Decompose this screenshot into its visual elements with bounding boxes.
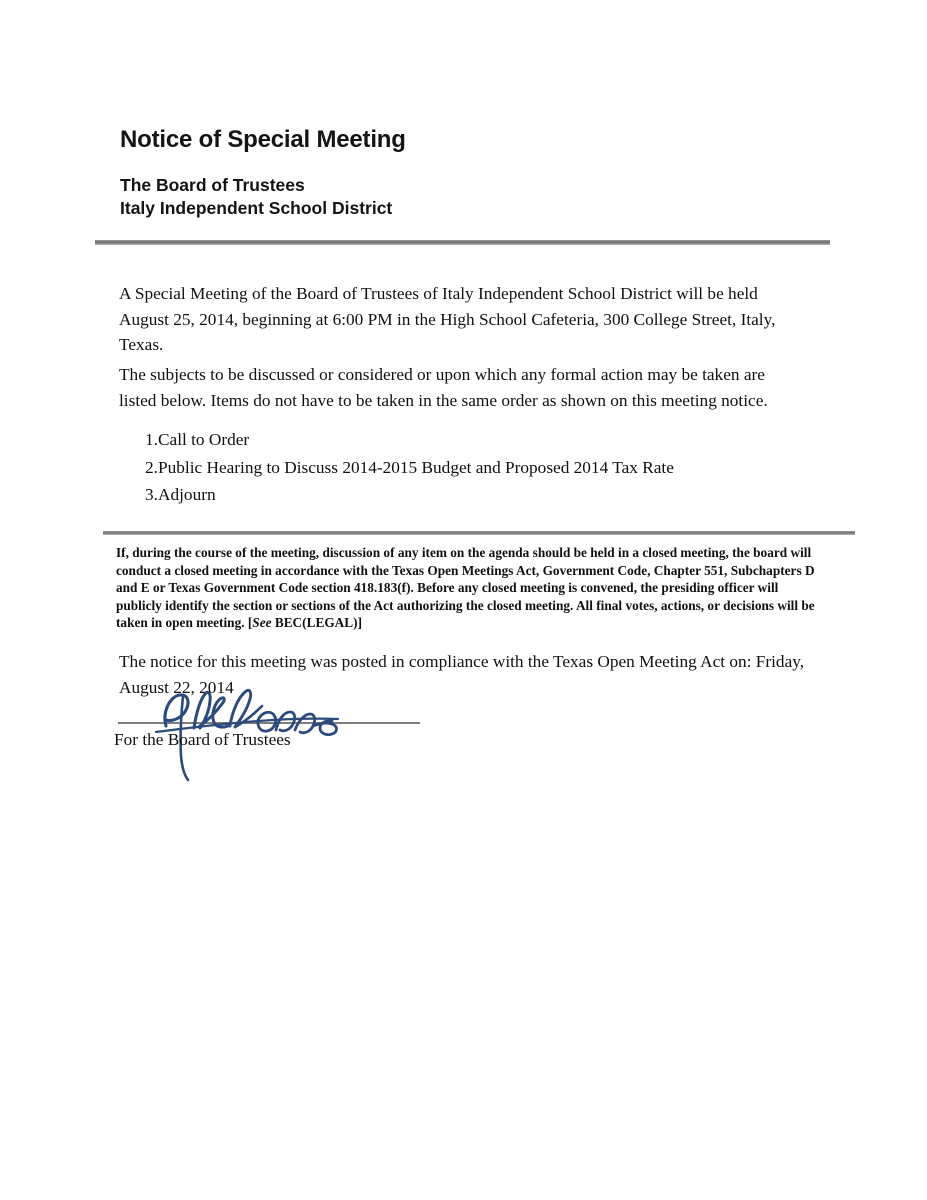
agenda-item-number: 1.: [145, 430, 158, 449]
subjects-paragraph: The subjects to be discussed or considered or upon which any formal action may be taken are listed below. Items do not have to be taken in the same order as shown on this meeting notice.: [119, 365, 768, 410]
agenda-item-label: Call to Order: [158, 430, 250, 449]
agenda-list: [119, 426, 819, 509]
closed-meeting-text: If, during the course of the meeting, discussion of any item on the agenda should be held in a closed meeting, the board will conduct a closed meeting in accordance with the Texas Open Meetings Act, Government Code, Chapter 551, Subchapters D and E or Texas Government Code section 418.183(f). Before any closed meeting is convened, the presiding officer will publicly identify the section or sections of the Act authorizing the closed meeting. All final votes, actions, or decisions will be taken in open meeting. [: [116, 545, 815, 631]
signature-line: [118, 722, 420, 724]
fineprint-divider: [103, 531, 855, 535]
agenda-item-label: Adjourn: [158, 485, 216, 504]
citation-see: See: [252, 615, 272, 631]
posting-statement: The notice for this meeting was posted in compliance with the Texas Open Meeting Act on: Friday, August 22, 2014: [119, 652, 805, 697]
signature-caption: For the Board of Trustees: [114, 730, 291, 749]
organization-line-1: The Board of Trustees: [120, 175, 305, 195]
agenda-item-number: 2.: [145, 457, 158, 477]
signature-block: [0, 690, 927, 800]
agenda-item: [119, 454, 819, 482]
header-divider: [95, 240, 830, 245]
agenda-item: [119, 481, 819, 509]
organization-heading: [120, 174, 392, 220]
agenda-item: [119, 426, 819, 454]
organization-line-2: Italy Independent School District: [120, 198, 393, 218]
page-title: Notice of Special Meeting: [120, 126, 406, 153]
citation-reference: BEC(LEGAL)]: [271, 615, 363, 631]
agenda-item-number: 3.: [145, 485, 158, 504]
meeting-details-paragraph: A Special Meeting of the Board of Trustees of Italy Independent School District will be held August 25, 2014, beginning at 6:00 PM in the High School Cafeteria, 300 College Street, Italy, Texas.: [119, 284, 776, 354]
agenda-item-label: Public Hearing to Discuss 2014-2015 Budget and Proposed 2014 Tax Rate: [158, 457, 674, 477]
closed-meeting-notice: [116, 544, 816, 632]
